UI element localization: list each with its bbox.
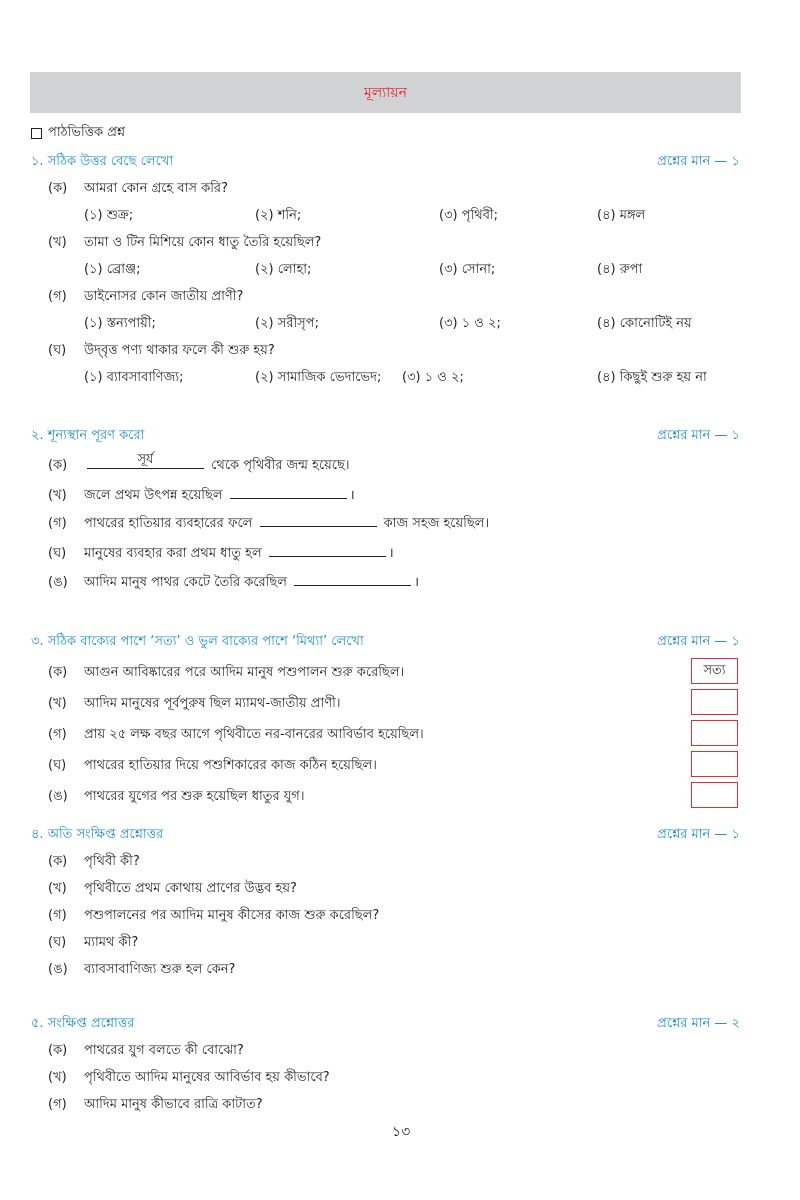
statement-text: পাথরের যুগের পর শুরু হয়েছিল ধাতুর যুগ।: [84, 789, 305, 804]
true-false-statement: [48, 725, 424, 746]
fill-blank-question: [48, 572, 419, 594]
question-label: (ঘ): [48, 935, 67, 950]
question-label: (গ): [48, 908, 67, 923]
question-text-after: কাজ সহজ হয়েছিল।: [383, 516, 490, 531]
question-text-before: আদিম মানুষ পাথর কেটে তৈরি করেছিল: [84, 575, 287, 590]
option-2: (২) লোহা;: [255, 262, 312, 277]
short-question: [48, 1095, 263, 1116]
short-question: [48, 906, 379, 927]
option-3: (৩) সোনা;: [439, 262, 496, 277]
short-question: [48, 1041, 244, 1062]
statement-text: আদিম মানুষের পূর্বপুরুষ ছিল ম্যামথ-জাতীয় প্রাণী।: [84, 696, 341, 711]
question-text-after: ।: [388, 546, 394, 561]
true-false-statement: [48, 756, 377, 777]
short-question: [48, 879, 297, 900]
option-4: (৪) রুপা: [597, 262, 643, 277]
true-false-statement: [48, 663, 404, 684]
answer-box[interactable]: [691, 782, 738, 808]
subheading: [31, 123, 125, 144]
question-text: পৃথিবীতে প্রথম কোথায় প্রাণের উদ্ভব হয়?: [84, 881, 297, 896]
section-5-marks: প্রশ্নের মান — ২: [657, 1016, 740, 1031]
option-1: (১) শুক্র;: [84, 208, 134, 223]
question-label: (ক): [48, 665, 68, 680]
question-label: (ক): [48, 854, 68, 869]
question-text-after: ।: [414, 575, 420, 590]
fill-blank-question: [48, 514, 489, 535]
question-label: (খ): [48, 881, 67, 896]
question-label: (ক): [48, 1043, 68, 1058]
question-label: (খ): [48, 696, 67, 711]
short-question: [48, 960, 235, 981]
answer-box[interactable]: [691, 751, 738, 777]
section-3-title: ৩. সঠিক বাক্যের পাশে ‘সত্য’ ও ভুল বাক্যের পাশে ‘মিথ্যা’ লেখো: [31, 634, 364, 649]
section-3-marks: প্রশ্নের মান — ১: [657, 634, 740, 649]
question-text: পশুপালনের পর আদিম মানুষ কীসের কাজ শুরু করেছিল?: [84, 908, 380, 923]
question-label: (ঘ): [48, 546, 67, 561]
option-1: (১) ব্রোঞ্জ;: [84, 262, 141, 277]
option-3: (৩) ১ ও ২;: [402, 370, 464, 385]
page-number: ১৩: [392, 1124, 411, 1140]
evaluation-banner: [30, 72, 741, 113]
answer-blank[interactable]: [87, 452, 204, 469]
fill-blank-question: [48, 543, 394, 565]
mcq-question: [48, 179, 228, 200]
question-text: আমরা কোন গ্রহে বাস করি?: [84, 181, 228, 196]
question-text-after: ।: [349, 488, 355, 503]
section-4-marks: প্রশ্নের মান — ১: [657, 827, 740, 842]
true-false-statement: [48, 787, 304, 808]
question-text: তামা ও টিন মিশিয়ে কোন ধাতু তৈরি হয়েছিল?: [84, 235, 322, 250]
question-label: (গ): [48, 1097, 67, 1112]
option-2: (২) সামাজিক ভেদাভেদ;: [255, 370, 382, 385]
section-5-title: ৫. সংক্ষিপ্ত প্রশ্নোত্তর: [31, 1016, 135, 1031]
question-label: (ক): [48, 458, 68, 473]
section-2-marks: প্রশ্নের মান — ১: [657, 428, 740, 443]
question-label: (খ): [48, 235, 67, 250]
option-3: (৩) পৃথিবী;: [439, 208, 499, 223]
mcq-question: [48, 287, 243, 308]
section-4-title: ৪. অতি সংক্ষিপ্ত প্রশ্নোত্তর: [31, 827, 164, 842]
statement-text: আগুন আবিষ্কারের পরে আদিম মানুষ পশুপালন শুরু করেছিল।: [84, 665, 405, 680]
question-label: (খ): [48, 488, 67, 503]
question-text-before: পাথরের হাতিয়ার ব্যবহারের ফলে: [84, 516, 253, 531]
question-text: ডাইনোসর কোন জাতীয় প্রাণী?: [84, 289, 244, 304]
question-text-after: থেকে পৃথিবীর জন্ম হয়েছে।: [211, 458, 350, 473]
short-question: [48, 852, 140, 873]
subheading-label: পাঠভিত্তিক প্রশ্ন: [48, 125, 126, 140]
option-1: (১) ব্যাবসাবাণিজ্য;: [84, 370, 184, 385]
answer-box[interactable]: সত্য: [691, 658, 738, 684]
answer-blank[interactable]: [230, 486, 347, 499]
fill-blank-question: [48, 485, 355, 507]
question-text-before: জলে প্রথম উৎপন্ন হয়েছিল: [84, 488, 223, 503]
filled-answer: সূর্য: [137, 452, 154, 467]
option-4: (৪) মঙ্গল: [597, 208, 646, 223]
question-label: (ঙ): [48, 962, 68, 977]
statement-text: প্রায় ২৫ লক্ষ বছর আগে পৃথিবীতে নর-বানরের আবির্ভাব হয়েছিল।: [84, 727, 424, 742]
option-4: (৪) কিছুই শুরু হয় না: [597, 370, 707, 385]
question-label: (ঙ): [48, 575, 68, 590]
question-label: (ক): [48, 181, 68, 196]
true-false-statement: [48, 694, 341, 715]
statement-text: পাথরের হাতিয়ার দিয়ে পশুশিকারের কাজ কঠিন হয়েছিল।: [84, 758, 377, 773]
option-2: (২) সরীসৃপ;: [255, 316, 319, 331]
question-label: (গ): [48, 289, 67, 304]
question-text: পৃথিবী কী?: [84, 854, 140, 869]
answer-blank[interactable]: [269, 544, 386, 557]
question-text: আদিম মানুষ কীভাবে রাত্রি কাটাত?: [84, 1097, 263, 1112]
option-4: (৪) কোনোটিই নয়: [597, 316, 692, 331]
mcq-question: [48, 341, 275, 362]
short-question: [48, 1068, 330, 1089]
question-label: (ঘ): [48, 343, 67, 358]
answer-box[interactable]: [691, 720, 738, 746]
option-3: (৩) ১ ও ২;: [439, 316, 501, 331]
question-text: পাথরের যুগ বলতে কী বোঝো?: [84, 1043, 244, 1058]
question-text: উদ্‌বৃত্ত পণ্য থাকার ফলে কী শুরু হয়?: [84, 343, 275, 358]
option-2: (২) শনি;: [255, 208, 302, 223]
question-label: (ঙ): [48, 789, 68, 804]
short-question: [48, 933, 138, 954]
fill-blank-question: [48, 452, 350, 477]
question-text: ম্যামথ কী?: [84, 935, 139, 950]
question-label: (ঘ): [48, 758, 67, 773]
question-text: পৃথিবীতে আদিম মানুষের আবির্ভাব হয় কীভাবে?: [84, 1070, 330, 1085]
answer-blank[interactable]: [260, 514, 377, 527]
question-label: (গ): [48, 727, 67, 742]
option-1: (১) স্তন্যপায়ী;: [84, 316, 156, 331]
banner-title: মূল্যায়ন: [364, 84, 407, 101]
question-text: ব্যাবসাবাণিজ্য শুরু হল কেন?: [84, 962, 236, 977]
square-bullet-icon: [31, 128, 42, 139]
section-1-marks: প্রশ্নের মান — ১: [657, 154, 740, 169]
mcq-question: [48, 233, 321, 254]
question-label: (গ): [48, 516, 67, 531]
answer-blank[interactable]: [294, 573, 411, 586]
answer-box[interactable]: [691, 689, 738, 715]
question-label: (খ): [48, 1070, 67, 1085]
question-text-before: মানুষের ব্যবহার করা প্রথম ধাতু হল: [84, 546, 262, 561]
section-2-title: ২. শূন্যস্থান পূরণ করো: [31, 428, 145, 443]
section-1-title: ১. সঠিক উত্তর বেছে লেখো: [31, 154, 174, 169]
